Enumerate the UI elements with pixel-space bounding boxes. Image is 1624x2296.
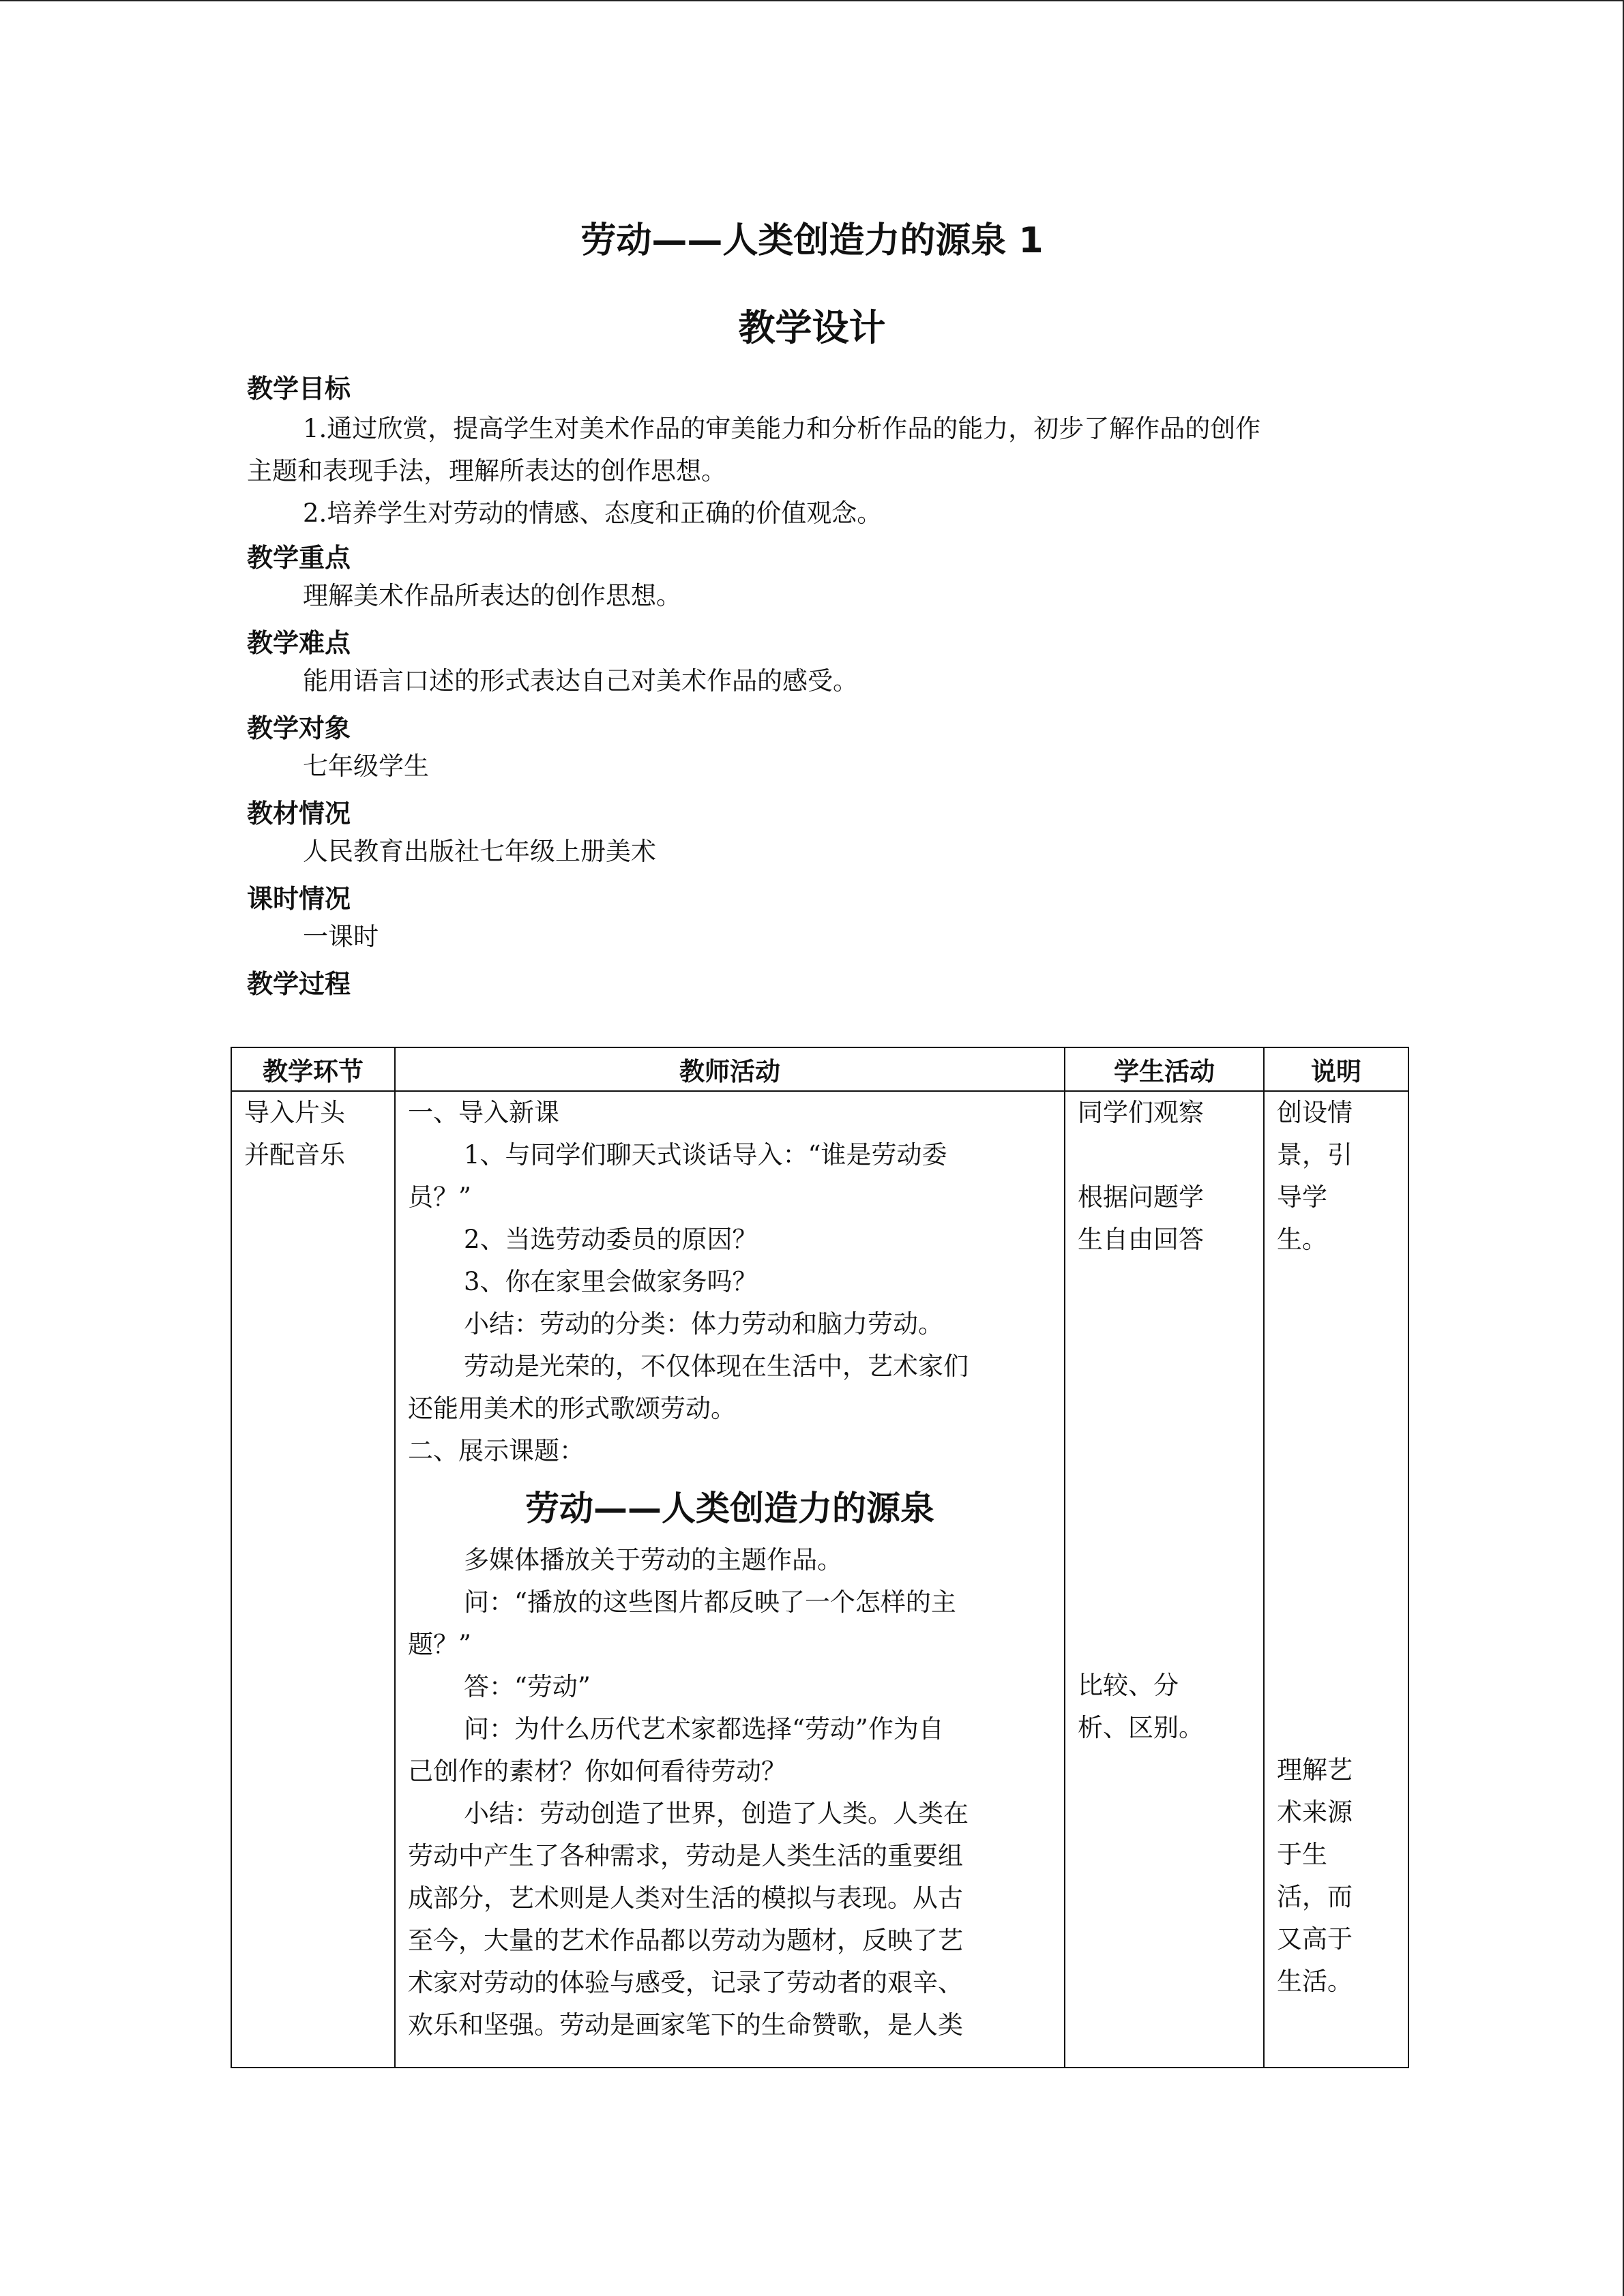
student-line-4: 比较、分 [1078, 1671, 1179, 1700]
student-line-3: 生自由回答 [1078, 1225, 1204, 1254]
student-spacer-2 [1078, 1261, 1251, 1665]
note-line-2: 景，引 [1277, 1140, 1353, 1169]
stage-line-1: 导入片头 [244, 1098, 345, 1127]
heading-key-points: 教学重点 [247, 543, 351, 573]
heading-duration: 课时情况 [247, 884, 351, 914]
heading-materials: 教材情况 [247, 799, 351, 829]
cell-teacher [395, 1091, 1065, 2068]
student-line-5: 析、区别。 [1078, 1713, 1204, 1742]
note-spacer [1277, 1261, 1396, 1749]
materials-text: 人民教育出版社七年级上册美术 [303, 837, 656, 866]
header-student: 学生活动 [1065, 1047, 1264, 1091]
note-line-5: 理解艺 [1277, 1755, 1353, 1785]
teacher-line-7: 劳动是光荣的，不仅体现在生活中，艺术家们 [464, 1352, 969, 1381]
heading-goals: 教学目标 [247, 374, 351, 404]
stage-line-2: 并配音乐 [244, 1140, 345, 1169]
note-line-8: 活，而 [1277, 1882, 1353, 1911]
table-row [231, 1091, 1408, 2068]
section-duration [247, 882, 1393, 958]
goal-item-1-line-2: 主题和表现手法，理解所表达的创作思想。 [247, 456, 726, 486]
key-points-text: 理解美术作品所表达的创作思想。 [303, 581, 681, 610]
note-line-10: 生活。 [1277, 1967, 1353, 1996]
section-difficulties [247, 626, 1393, 702]
note-line-6: 术来源 [1277, 1798, 1353, 1827]
heading-difficulties: 教学难点 [247, 628, 351, 658]
teacher-line-3: 员？” [408, 1182, 471, 1212]
note-line-4: 生。 [1277, 1225, 1327, 1254]
teacher-line-20: 术家对劳动的体验与感受，记录了劳动者的艰辛、 [408, 1968, 963, 1997]
document-title: 劳动——人类创造力的源泉 1 [580, 220, 1044, 261]
note-line-1: 创设情 [1277, 1098, 1353, 1127]
note-line-7: 于生 [1277, 1840, 1327, 1869]
difficulties-text: 能用语言口述的形式表达自己对美术作品的感受。 [303, 666, 858, 696]
note-line-9: 又高于 [1277, 1924, 1353, 1954]
teacher-line-5: 3、你在家里会做家务吗？ [464, 1267, 758, 1296]
section-audience [247, 711, 1393, 788]
header-stage: 教学环节 [231, 1047, 395, 1091]
cell-note [1264, 1091, 1408, 2068]
teacher-line-15: 己创作的素材？你如何看待劳动？ [408, 1757, 786, 1786]
teacher-line-12: 题？” [408, 1630, 471, 1659]
process-table [231, 1047, 1409, 2068]
goal-item-1-line-1: 1.通过欣赏，提高学生对美术作品的审美能力和分析作品的能力，初步了解作品的创作 [303, 414, 1261, 443]
section-process [247, 967, 1393, 1001]
header-note: 说明 [1264, 1047, 1408, 1091]
section-materials [247, 796, 1393, 873]
teacher-line-1: 一、导入新课 [408, 1098, 559, 1127]
teacher-line-8: 还能用美术的形式歌颂劳动。 [408, 1394, 736, 1423]
teacher-line-10: 多媒体播放关于劳动的主题作品。 [464, 1545, 842, 1575]
teacher-line-2: 1、与同学们聊天式谈话导入：“谁是劳动委 [464, 1140, 947, 1169]
header-teacher: 教师活动 [395, 1047, 1065, 1091]
student-line-2: 根据问题学 [1078, 1182, 1204, 1212]
section-key-points [247, 541, 1393, 617]
goal-item-2: 2.培养学生对劳动的情感、态度和正确的价值观念。 [303, 498, 883, 528]
teacher-line-13: 答：“劳动” [464, 1672, 591, 1701]
teacher-line-6: 小结：劳动的分类：体力劳动和脑力劳动。 [464, 1309, 943, 1339]
audience-text: 七年级学生 [303, 751, 429, 781]
heading-process: 教学过程 [247, 969, 351, 999]
table-header-row [231, 1047, 1408, 1091]
teacher-line-14: 问：为什么历代艺术家都选择“劳动”作为自 [464, 1714, 944, 1744]
teacher-line-18: 成部分，艺术则是人类对生活的模拟与表现。从古 [408, 1883, 963, 1913]
teacher-line-16: 小结：劳动创造了世界，创造了人类。人类在 [464, 1799, 969, 1828]
heading-audience: 教学对象 [247, 713, 351, 743]
student-spacer [1078, 1134, 1251, 1176]
note-line-3: 导学 [1277, 1182, 1327, 1212]
teacher-topic-title: 劳动——人类创造力的源泉 [525, 1489, 934, 1528]
document-subtitle: 教学设计 [738, 306, 886, 349]
teacher-line-9: 二、展示课题： [408, 1436, 585, 1465]
teacher-line-19: 至今，大量的艺术作品都以劳动为题材，反映了艺 [408, 1926, 963, 1955]
duration-text: 一课时 [303, 922, 379, 951]
section-goals [247, 372, 1393, 535]
teacher-line-11: 问：“播放的这些图片都反映了一个怎样的主 [464, 1587, 956, 1617]
teacher-line-4: 2、当选劳动委员的原因？ [464, 1225, 758, 1254]
student-line-1: 同学们观察 [1078, 1098, 1204, 1127]
teacher-line-17: 劳动中产生了各种需求，劳动是人类生活的重要组 [408, 1841, 963, 1870]
teacher-line-21: 欢乐和坚强。劳动是画家笔下的生命赞歌，是人类 [408, 2010, 963, 2040]
cell-stage [231, 1091, 395, 2068]
cell-student [1065, 1091, 1264, 2068]
